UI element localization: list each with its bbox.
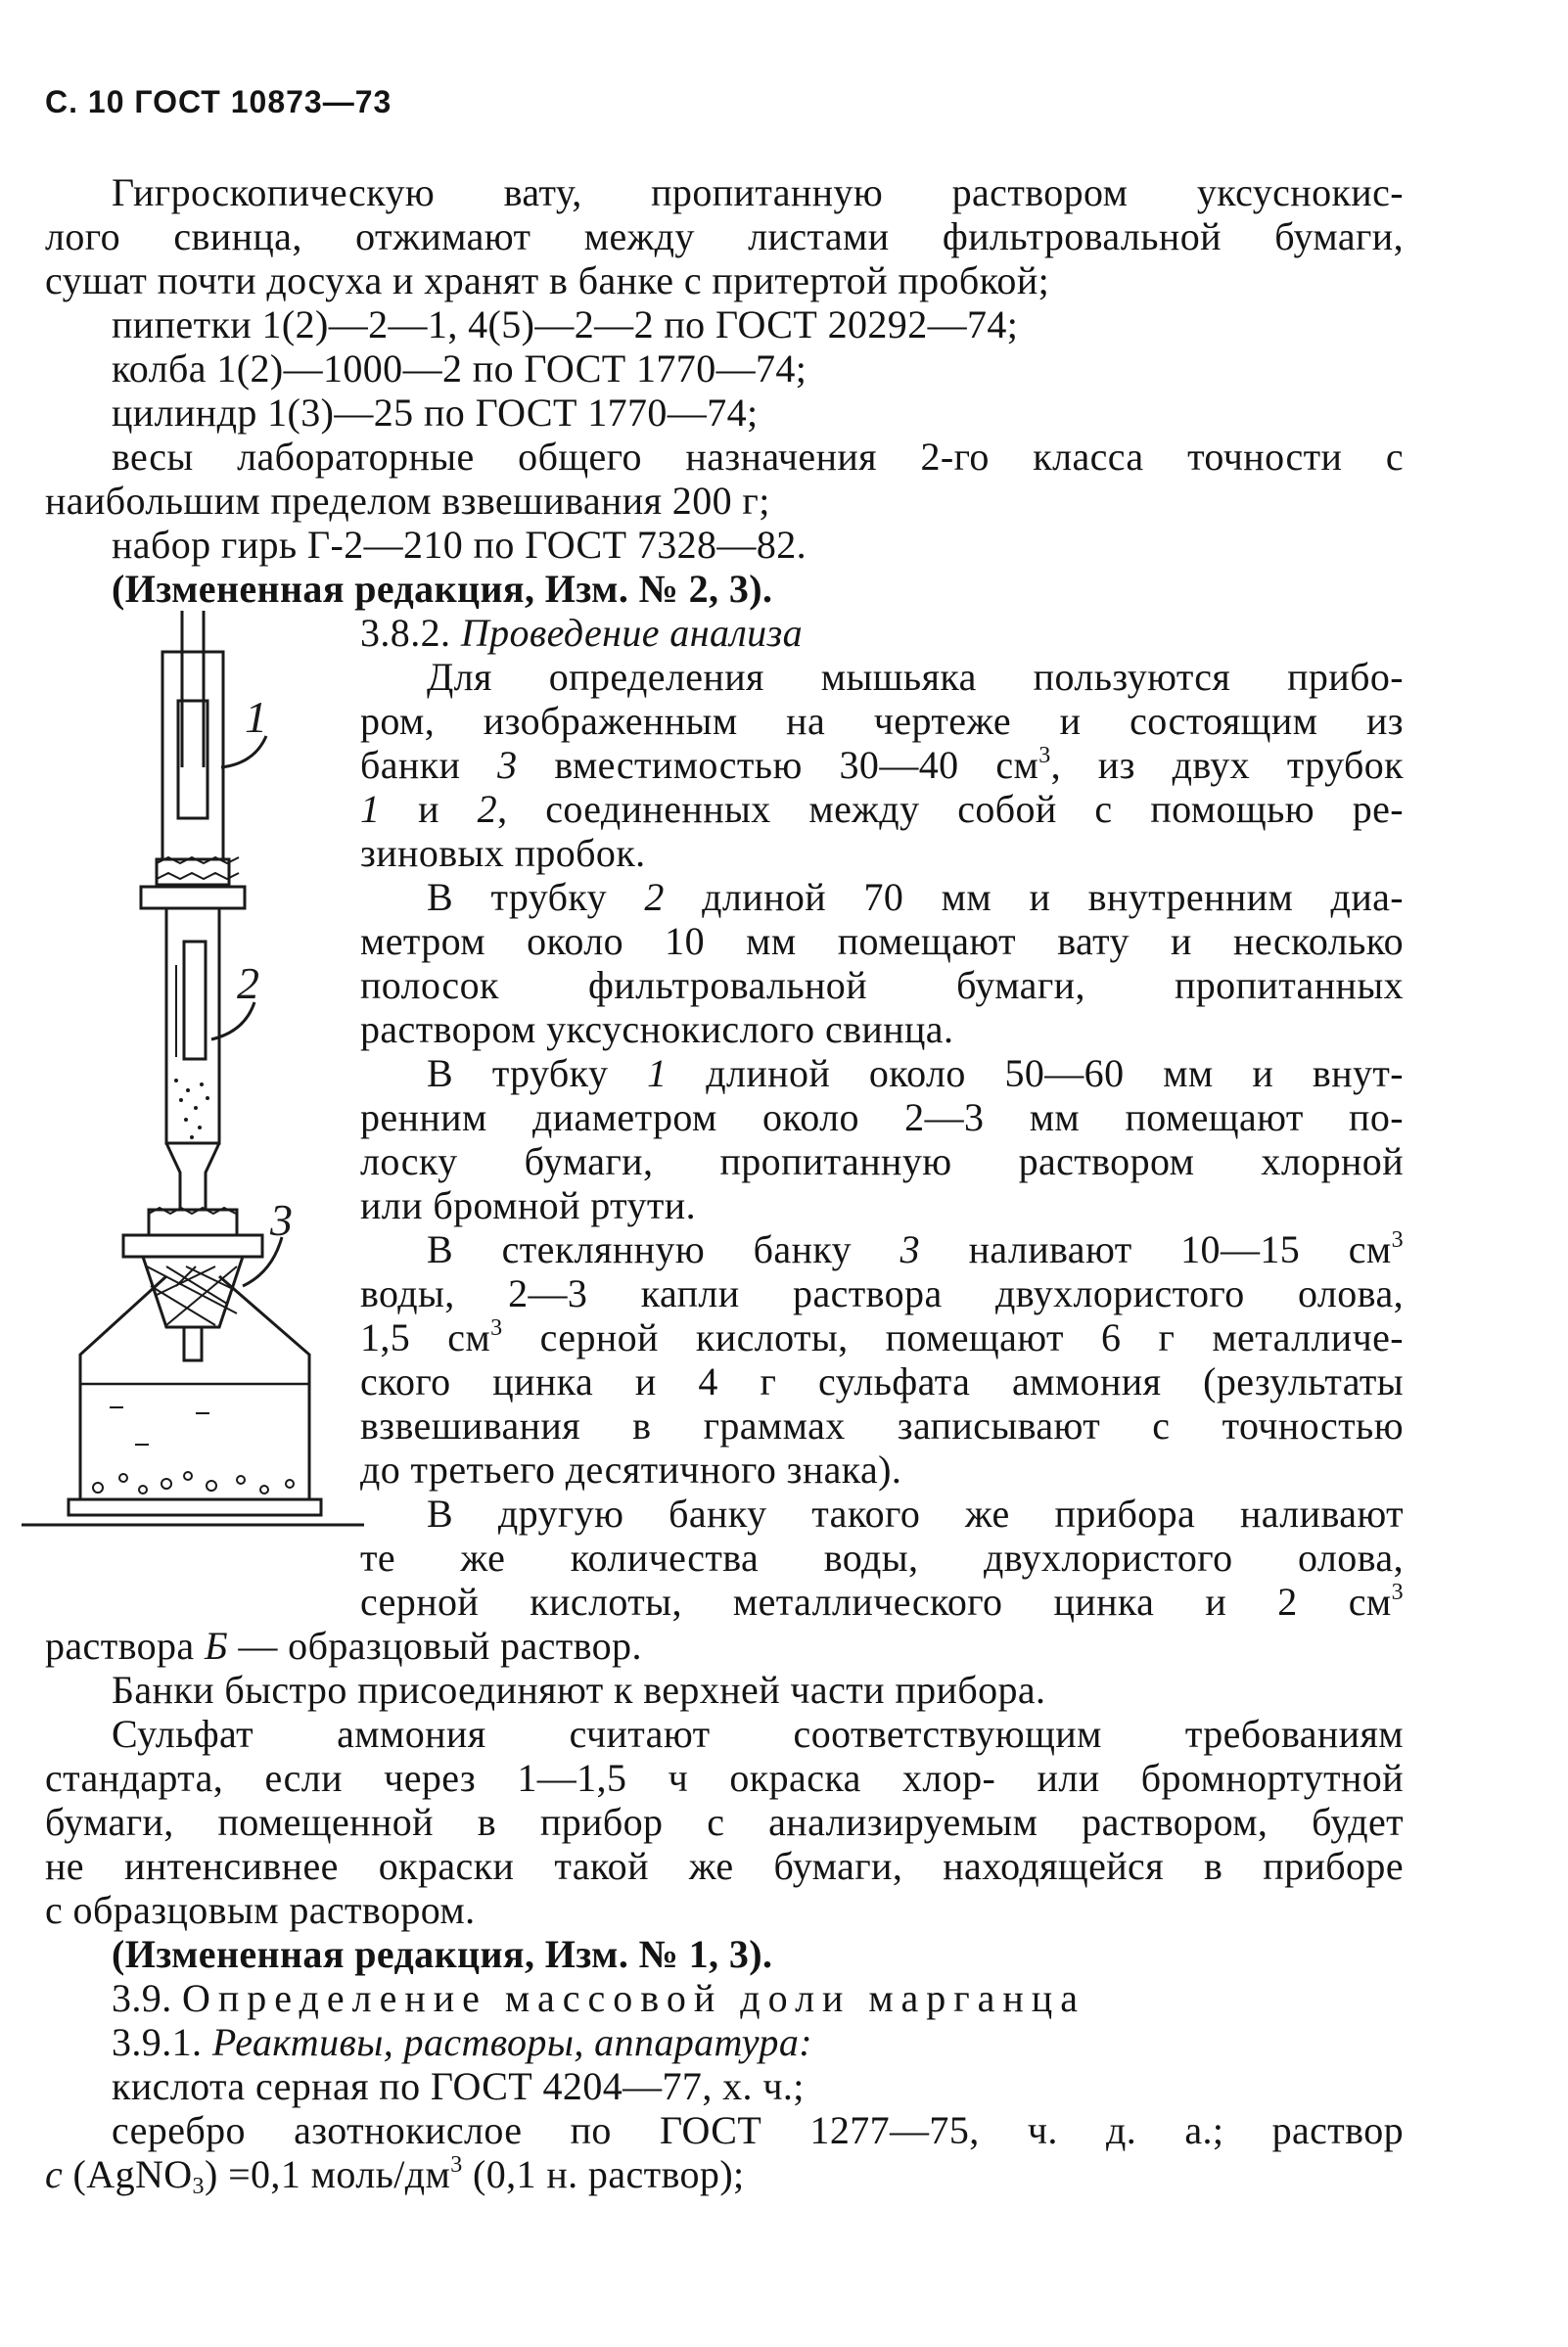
text-line: раствора Б — образцовый раствор. — [45, 1624, 642, 1668]
text-line: стандарта, если через 1—1,5 ч окраска хлор- или бромнортутной — [45, 1756, 1404, 1800]
glass-jar-3 — [80, 1276, 309, 1499]
text-line: метром около 10 мм помещают вату и несколько — [360, 919, 1404, 963]
text-line: до третьего десятичного знака). — [360, 1448, 902, 1492]
text-line: с образцовым раствором. — [45, 1888, 476, 1932]
text-line: В трубку 2 длиной 70 мм и внутренним диа- — [427, 875, 1404, 919]
text-line: пипетки 1(2)—2—1, 4(5)—2—2 по ГОСТ 20292—74; — [112, 302, 1019, 346]
tube-1-upper-body — [162, 652, 223, 859]
page-content — [45, 170, 1405, 2199]
tube-2-narrowing — [166, 1143, 219, 1210]
text-line: весы лабораторные общего назначения 2-го класса точности с — [112, 435, 1404, 479]
rubber-stopper-1 — [157, 859, 229, 885]
text-line: цилиндр 1(3)—25 по ГОСТ 1770—74; — [112, 391, 759, 435]
figure-wrap-zone — [45, 611, 1404, 1624]
section-heading: 3.9. Определение массовой доли марганца — [112, 1976, 1085, 2020]
tube-outlet — [184, 1327, 202, 1360]
text-line: или бромной ртути. — [360, 1183, 697, 1227]
stopper-flange-2 — [123, 1235, 262, 1257]
wrapped-text-column — [360, 611, 1404, 1624]
text-line: Банки быстро присоединяют к верхней части прибора. — [112, 1668, 1046, 1712]
text-line: сушат почти досуха и хранят в банке с притертой пробкой; — [45, 258, 1050, 302]
stopper-flange-1 — [141, 887, 245, 908]
text-line: бумаги, помещенной в прибор с анализируемым раствором, будет — [45, 1800, 1404, 1844]
text-line: набор гирь Г-2—210 по ГОСТ 7328—82. — [112, 523, 807, 567]
text-line: колба 1(2)—1000—2 по ГОСТ 1770—74; — [112, 346, 807, 391]
text-line: кислота серная по ГОСТ 4204—77, х. ч.; — [112, 2064, 805, 2108]
text-line: не интенсивнее окраски такой же бумаги, находящейся в приборе — [45, 1844, 1404, 1888]
amendment-note: (Измененная редакция, Изм. № 1, 3). — [112, 1932, 773, 1976]
text-line: полосок фильтровальной бумаги, пропитанных — [360, 963, 1404, 1007]
liquid-dashes — [110, 1407, 209, 1445]
text-line: лого свинца, отжимают между листами фильтровальной бумаги, — [45, 214, 1404, 258]
text-line: ренним диаметром около 2—3 мм помещают по- — [360, 1095, 1404, 1139]
text-line: ром, изображенным на чертеже и состоящим из — [360, 699, 1404, 743]
text-line: Сульфат аммония считают соответствующим требованиям — [112, 1712, 1404, 1756]
apparatus-diagram — [20, 611, 372, 1589]
text-line: В стеклянную банку 3 наливают 10—15 $см^3$ — [427, 1227, 1404, 1271]
text-line: наибольшим пределом взвешивания 200 г; — [45, 479, 770, 523]
jar-base — [69, 1499, 321, 1515]
text-line: воды, 2—3 капли раствора двухлористого олова, — [360, 1271, 1404, 1315]
text-line: В другую банку такого же прибора наливают — [427, 1492, 1404, 1536]
text-line: ского цинка и 4 г сульфата аммония (результаты — [360, 1359, 1404, 1404]
test-paper-strip-2 — [184, 942, 206, 1059]
text-line: серной кислоты, металлического цинка и 2 $см^3$ — [360, 1580, 1404, 1624]
cotton-wool-filling — [174, 1079, 209, 1139]
label-1: 1 — [245, 692, 267, 742]
text-line: банки 3 вместимостью 30—40 $см^3$, из двух трубок — [360, 743, 1404, 787]
tube-2-body — [166, 908, 219, 1143]
text-line: серебро азотнокислое по ГОСТ 1277—75, ч. д. а.; раствор — [112, 2108, 1404, 2152]
text-line: 1 и 2, соединенных между собой с помощью ре- — [360, 787, 1404, 831]
amendment-note: (Измененная редакция, Изм. № 2, 3). — [112, 567, 773, 611]
text-line: раствором уксуснокислого свинца. — [360, 1007, 954, 1051]
label-2: 2 — [237, 958, 259, 1008]
text-line: Гигроскопическую вату, пропитанную раствором уксуснокис- — [112, 170, 1404, 214]
text-line: 1,5 $см^3$ серной кислоты, помещают 6 г металличе- — [360, 1315, 1405, 1359]
page-header: С. 10 ГОСТ 10873—73 — [45, 84, 392, 119]
subsection-heading: 3.9.1. Реактивы, растворы, аппаратура: — [112, 2020, 812, 2064]
text-line: лоску бумаги, пропитанную раствором хлорной — [360, 1139, 1404, 1183]
text-line: В трубку 1 длиной около 50—60 мм и внут- — [427, 1051, 1404, 1095]
text-line: с (AgNO$_3$) =0,1 моль/$дм^3$ (0,1 н. раствор); — [45, 2152, 745, 2199]
zinc-granules — [93, 1472, 294, 1494]
text-line: Для определения мышьяка пользуются прибо- — [427, 655, 1404, 699]
label-3: 3 — [270, 1195, 293, 1245]
section-heading: 3.8.2. Проведение анализа — [360, 611, 803, 655]
text-line: взвешивания в граммах записывают с точностью — [360, 1404, 1404, 1448]
rubber-stopper-3 — [143, 1257, 243, 1327]
text-line: зиновых пробок. — [360, 831, 646, 875]
text-line: те же количества воды, двухлористого олова, — [360, 1536, 1404, 1580]
